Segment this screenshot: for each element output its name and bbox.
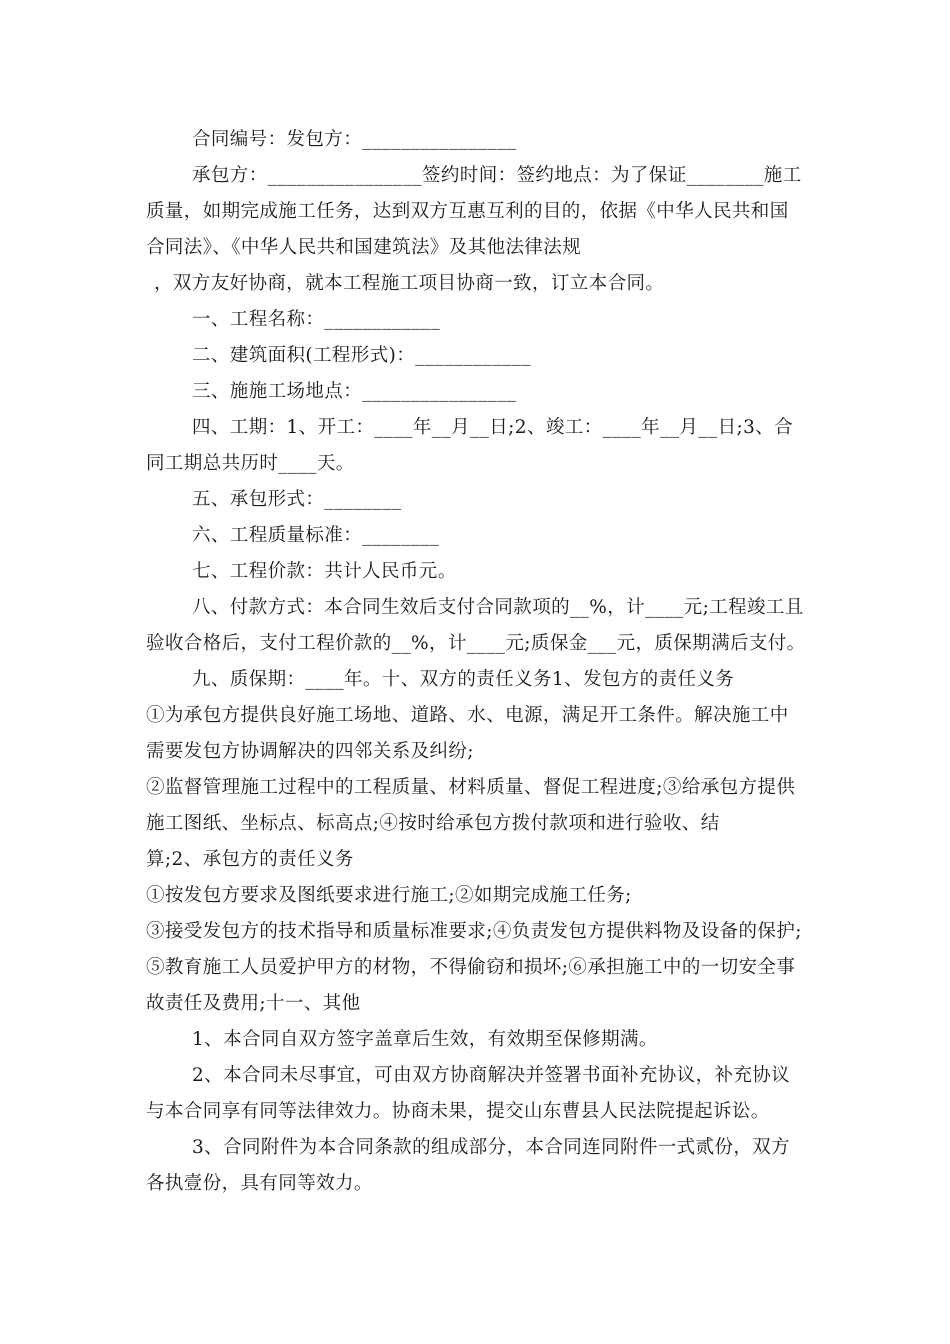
clause-site-location: 三、施施工场地点：________________ — [192, 381, 517, 402]
clause-project-name: 一、工程名称：____________ — [192, 309, 441, 330]
other-clause-2: 2、本合同未尽事宜，可由双方协商解决并签署书面补充协议，补充协议与本合同享有同等法律效力。协商未果，提交山东曹县人民法院提起诉讼。 — [146, 1065, 791, 1122]
contractor-duty-1-2: ①按发包方要求及图纸要求进行施工;②如期完成施工任务; — [146, 885, 632, 906]
clause-warranty-and-duties: 九、质保期：____年。十、双方的责任义务1、发包方的责任义务 — [192, 669, 735, 690]
agreement-paragraph: ，双方友好协商，就本工程施工项目协商一致，订立本合同。 — [154, 273, 665, 294]
clause-quality-standard: 六、工程质量标准：________ — [192, 525, 440, 546]
contractor-intro-paragraph: 承包方：________________签约时间：签约地点：为了保证________施工质量，如期完成施工任务，达到双方互惠互利的目的，依据《中华人民共和国合同法》、《中华人民共和国建筑法》及其他法律法规 — [146, 165, 802, 258]
clause-building-area: 二、建筑面积(工程形式)：____________ — [192, 345, 531, 366]
clause-schedule: 四、工期：1、开工：____年__月__日;2、竣工：____年__月__日;3、合同工期总共历时____天。 — [146, 417, 794, 474]
employer-duty-1: ①为承包方提供良好施工场地、道路、水、电源，满足开工条件。解决施工中需要发包方协调解决的四邻关系及纠纷; — [146, 705, 789, 762]
clause-price: 七、工程价款：共计人民币元。 — [192, 561, 457, 582]
clause-contract-form: 五、承包形式：________ — [192, 489, 402, 510]
contract-body — [146, 122, 806, 1202]
contractor-duties-heading: 算;2、承包方的责任义务 — [146, 849, 354, 870]
other-clause-1: 1、本合同自双方签字盖章后生效，有效期至保修期满。 — [192, 1029, 658, 1050]
contract-number-line: 合同编号：发包方：________________ — [192, 129, 517, 150]
other-clause-3: 3、合同附件为本合同条款的组成部分，本合同连同附件一式贰份，双方各执壹份，具有同等效力。 — [146, 1137, 791, 1194]
clause-payment: 八、付款方式：本合同生效后支付合同款项的__%，计____元;工程竣工且验收合格后，支付工程价款的__%，计____元;质保金___元，质保期满后支付。 — [146, 597, 806, 654]
contractor-duty-3-4: ③接受发包方的技术指导和质量标准要求;④负责发包方提供料物及设备的保护; — [146, 921, 802, 942]
contractor-duty-5-6: ⑤教育施工人员爱护甲方的材物，不得偷窃和损坏;⑥承担施工中的一切安全事故责任及费用;十一、其他 — [146, 957, 796, 1014]
employer-duty-2-4: ②监督管理施工过程中的工程质量、材料质量、督促工程进度;③给承包方提供施工图纸、坐标点、标高点;④按时给承包方拨付款项和进行验收、结 — [146, 777, 796, 834]
